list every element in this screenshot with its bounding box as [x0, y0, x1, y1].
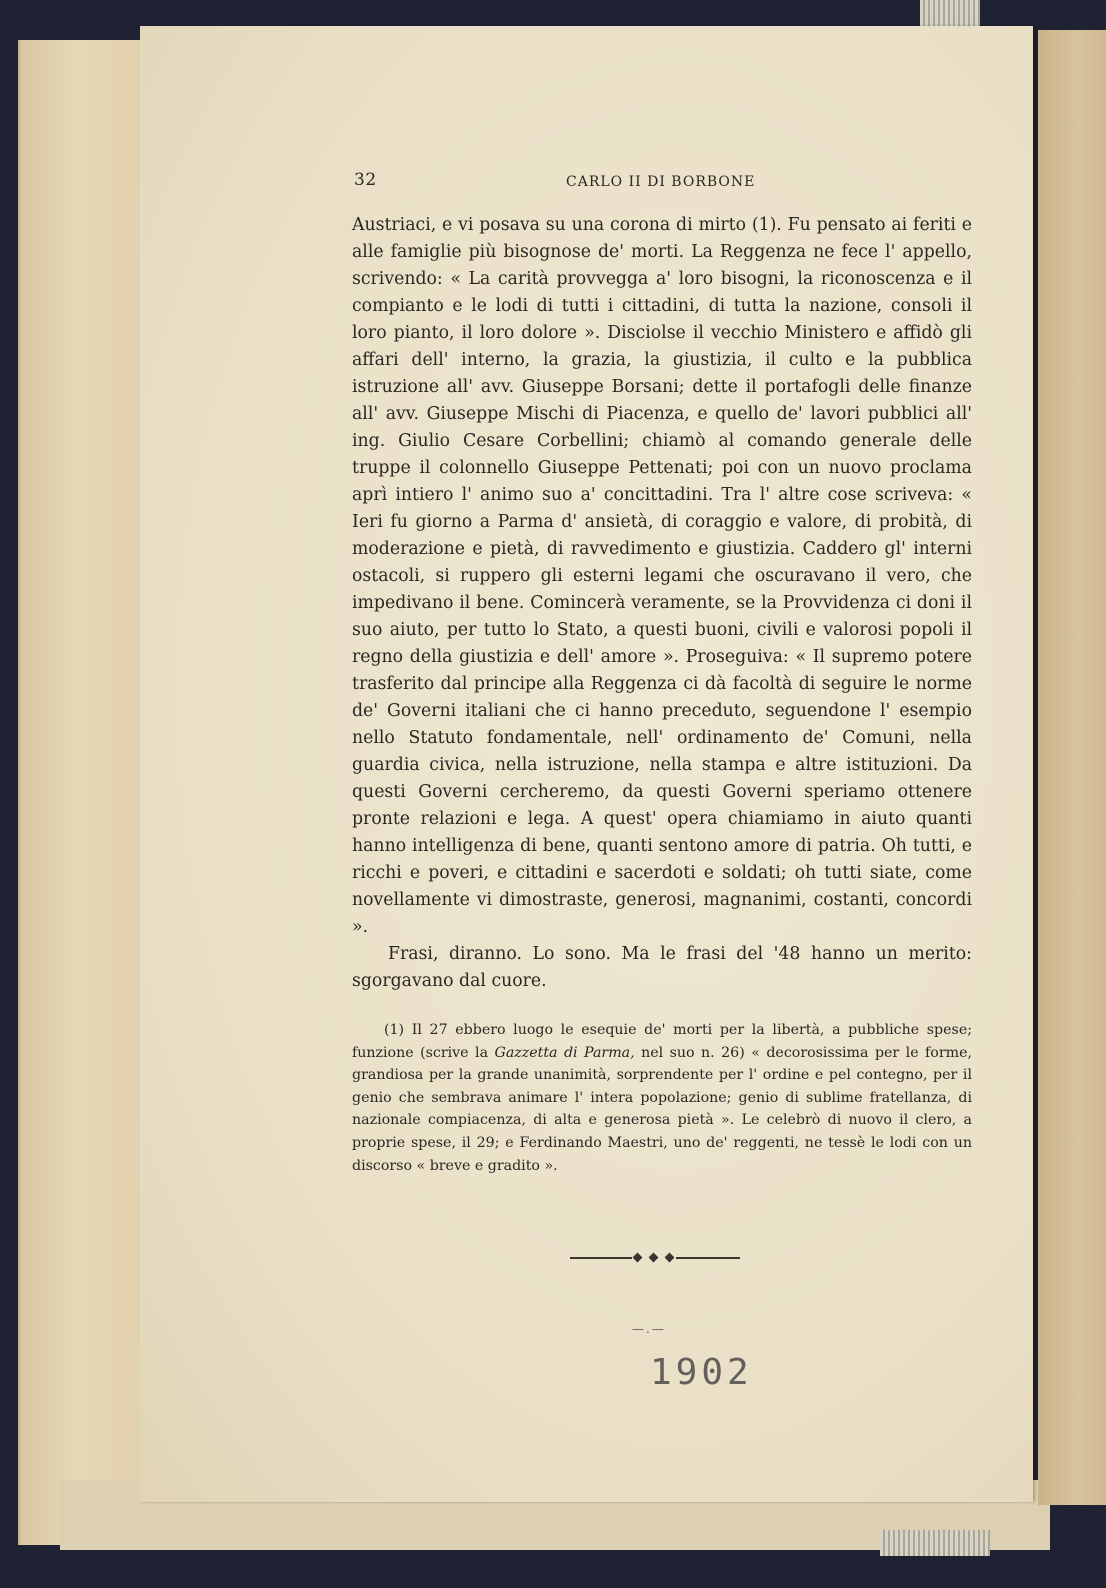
underlying-leaves-left [18, 40, 160, 1545]
paragraph-1: Austriaci, e vi posava su una corona di mirto (1). Fu pensato ai feriti e alle famiglie più bisognose de' morti. La Reggenza ne fece l' appello, scrivendo: « La carità provvegga a' loro bisogni, la riconoscenza e il compianto e le lodi di tutti i cittadini, di tutta la nazione, consoli il loro pianto, il loro dolore ». Disciolse il vecchio Ministero e affidò gli affari dell' interno, la grazia, la giustizia, il culto e la pubblica istruzione all' avv. Giuseppe Borsani; dette il portafogli delle finanze all' avv. Giuseppe Mischi di Piacenza, e quello de' lavori pubblici all' ing. Giulio Cesare Corbellini; chiamò al comando generale delle truppe il colonnello Giuseppe Pettenati; poi con un nuovo proclama aprì intiero l' animo suo a' concittadini. Tra l' altre cose scriveva: « Ieri fu giorno a Parma d' ansietà, di coraggio e valore, di probità, di moderazione e pietà, di ravvedimento e giustizia. Caddero gl' interni ostacoli, si ruppero gli esterni legami che oscuravano il vero, che impedivano il bene. Comincerà veramente, se la Provvidenza ci doni il suo aiuto, per tutto lo Stato, a questi buoni, civili e valorosi popoli il regno della giustizia e dell' amore ». Proseguiva: « Il supremo potere trasferito dal principe alla Reggenza ci dà facoltà di seguire le norme de' Governi italiani che ci hanno preceduto, seguendone l' esempio nello Statuto fondamentale, nell' ordinamento de' Comuni, nella guardia civica, nella istruzione, nella stampa e altre istituzioni. Da questi Governi cercheremo, da questi Governi speriamo ottenere pronte relazioni e lega. A quest' opera chiamiamo in aiuto quanti hanno intelligenza di bene, quanti sentono amore di patria. Oh tutti, e ricchi e poveri, e cittadini e sacerdoti e soldati; oh tutti siate, come novellamente vi dimostraste, generosi, magnanimi, costanti, concordi ». [352, 215, 972, 937]
paragraph-2: Frasi, diranno. Lo sono. Ma le frasi del '48 hanno un merito: sgorgavano dal cuore. [352, 944, 972, 991]
ornament-line-right [676, 1257, 740, 1259]
end-ornament [570, 1252, 740, 1264]
ornament-line-left [570, 1257, 632, 1259]
ornament-diamond [665, 1253, 675, 1263]
page-text-block [352, 170, 972, 1191]
ornament-diamond [633, 1253, 643, 1263]
main-text [352, 212, 972, 995]
running-title: CARLO II DI BORBONE [566, 174, 756, 190]
facing-page-edge [1038, 30, 1106, 1505]
running-head [352, 170, 972, 194]
binding-tape-bottom [880, 1530, 990, 1556]
footnote-text-after: nel suo n. 26) « decorosissima per le forme, grandiosa per la grande unanimità, sorprendente per l' ordine e pel contegno, per il genio che sembrava animare l' intera popolazione; genio di sublime fratellanza, di nazionale compiacenza, di alta e generosa pietà ». Le celebrò di nuovo il clero, a proprie spese, il 29; e Ferdinando Maestri, uno de' reggenti, ne tessè le lodi con un discorso « breve e gradito ». [352, 1044, 972, 1174]
ornament-diamond [649, 1253, 659, 1263]
page-number: 32 [354, 170, 377, 190]
footnote [352, 1019, 972, 1177]
stamp-mark: —.— [632, 1322, 666, 1336]
footnote-text-before: (1) Il 27 ebbero luogo le esequie de' morti per la libertà, a pubbliche spese; funzione (scrive la [352, 1022, 972, 1061]
stamp-year: 1902 [650, 1352, 753, 1393]
footnote-italic-title: Gazzetta di Parma, [494, 1044, 635, 1061]
